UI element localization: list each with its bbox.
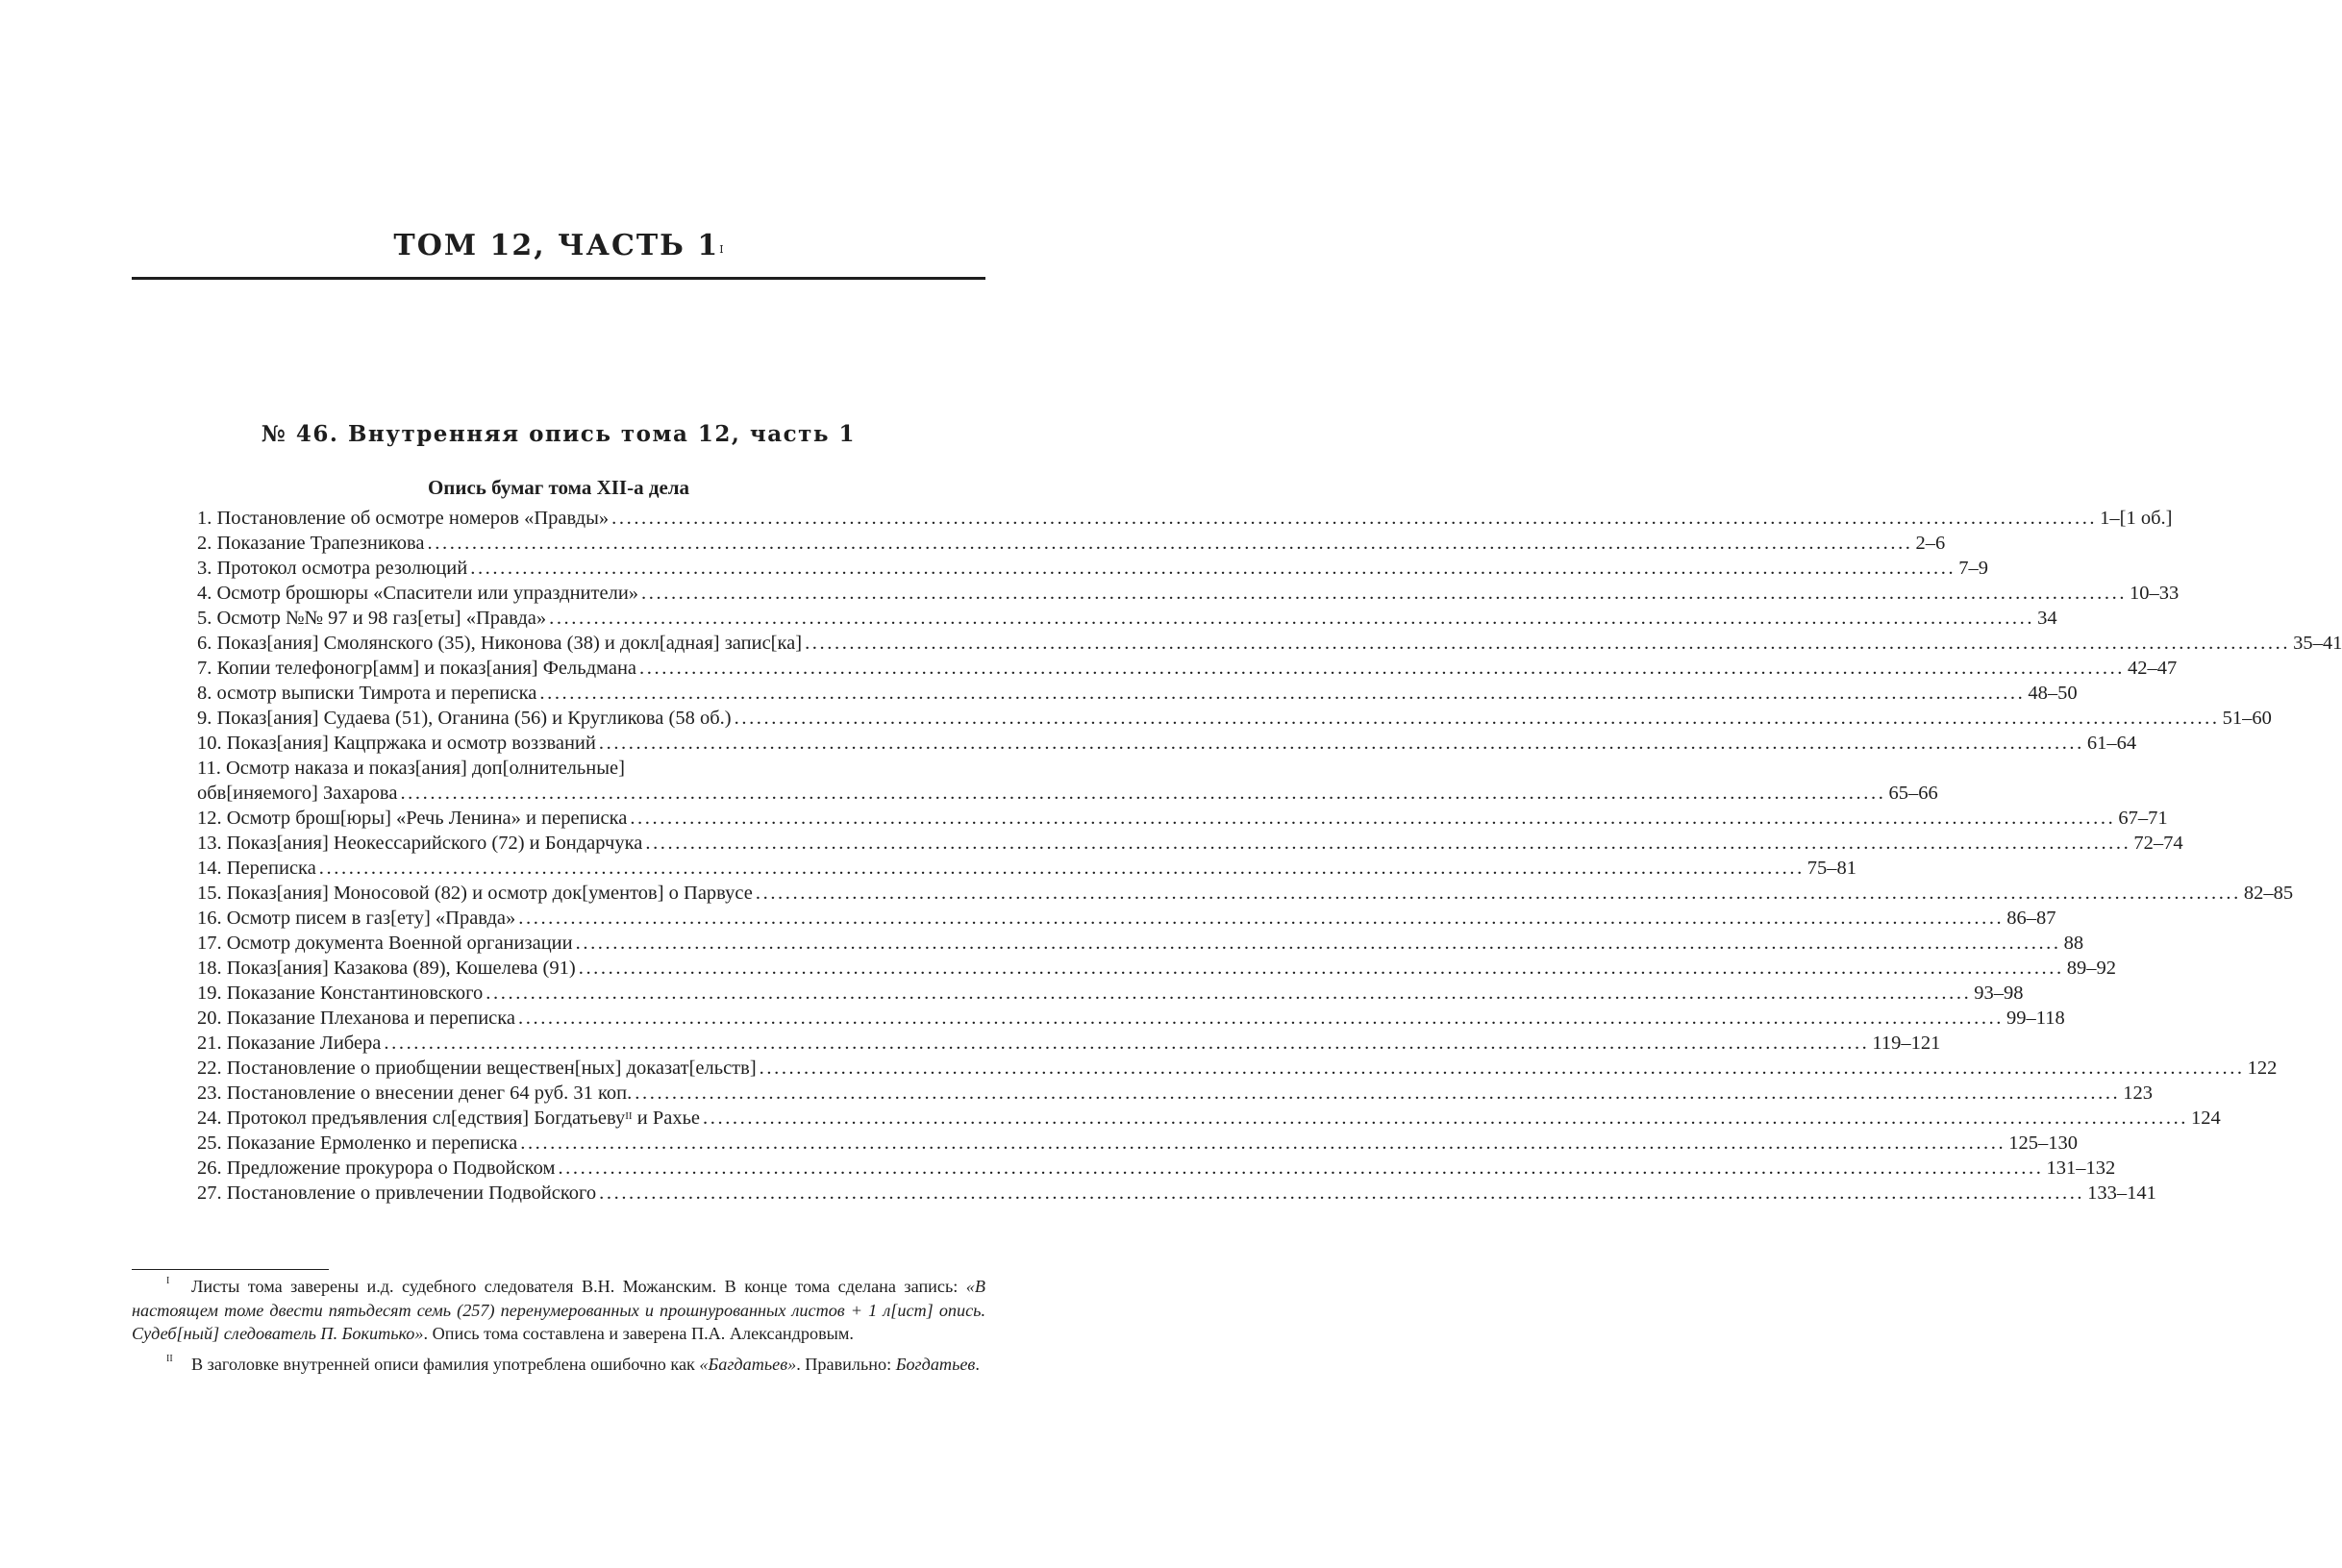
toc-item-text: 6. Показ[ания] Смолянского (35), Никонова (38) и докл[адная] запис[ка]	[197, 633, 803, 654]
toc-item-first-line	[197, 756, 980, 781]
footnote-rule	[132, 1269, 329, 1270]
toc-item-text: 22. Постановление о приобщении веществен[ных] доказат[ельств]	[197, 1058, 757, 1079]
toc-item-pages: 34	[2037, 608, 2057, 629]
footnote-text: Листы тома заверены и.д. судебного следователя В.Н. Можанским. В конце тома сделана запись:	[191, 1277, 966, 1296]
toc-item-text: 9. Показ[ания] Судаева (51), Оганина (56) и Кругликова (58 об.)	[197, 708, 732, 729]
toc-item	[197, 656, 2178, 681]
toc-item	[197, 831, 2183, 856]
leader-dots: ........................................................................................................................................................................................................	[805, 633, 2291, 654]
toc-item	[197, 806, 2168, 831]
leader-dots: ........................................................................................................................................................................................................	[486, 983, 1972, 1004]
leader-dots: ........................................................................................................................................................................................................	[641, 583, 2128, 604]
toc-item-text: 8. осмотр выписки Тимрота и переписка	[197, 683, 537, 704]
toc-item-text: 14. Переписка	[197, 858, 316, 879]
footnote-text: . Опись тома составлена и заверена П.А. Александровым.	[423, 1324, 854, 1343]
leader-dots: ........................................................................................................................................................................................................	[520, 1132, 2006, 1154]
toc-item	[197, 1106, 2221, 1131]
toc-item-text: 27. Постановление о привлечении Подвойского	[197, 1182, 597, 1204]
toc-item	[197, 731, 2137, 756]
toc-item-text: 21. Показание Либера	[197, 1033, 382, 1054]
toc-item-pages: 125–130	[2008, 1132, 2078, 1154]
toc-item	[197, 1181, 2156, 1206]
toc-item-pages: 61–64	[2086, 733, 2137, 754]
toc-item-text	[197, 1106, 700, 1131]
leader-dots: ........................................................................................................................................................................................................	[703, 1108, 2189, 1129]
toc-item	[197, 531, 1946, 556]
footnote-quote: Богдатьев	[895, 1354, 976, 1374]
toc-item-pages: 48–50	[2028, 683, 2078, 704]
leader-dots: ........................................................................................................................................................................................................	[384, 1033, 1870, 1054]
toc-item	[197, 906, 2056, 931]
toc-item	[197, 606, 2057, 631]
toc-item-text: 7. Копии телефоногр[амм] и показ[ания] Фельдмана	[197, 658, 637, 679]
toc-item-pages: 42–47	[2128, 658, 2178, 679]
leader-dots: ........................................................................................................................................................................................................	[578, 958, 2064, 979]
toc-list	[197, 506, 2342, 1206]
toc-item-pages: 93–98	[1974, 983, 2024, 1004]
toc-item-text: 16. Осмотр писем в газ[ету] «Правда»	[197, 908, 516, 929]
title-footnote-mark: I	[719, 243, 724, 256]
toc-item	[197, 981, 2024, 1006]
toc-item-text: 15. Показ[ания] Моносовой (82) и осмотр док[ументов] о Парвусе	[197, 883, 753, 904]
toc-item-text: 12. Осмотр брош[юры] «Речь Ленина» и переписка	[197, 808, 628, 829]
toc-item	[197, 856, 1857, 881]
toc-item-text: 4. Осмотр брошюры «Спасители или упразднители»	[197, 583, 639, 604]
toc-item-pages: 89–92	[2066, 958, 2116, 979]
leader-dots: ........................................................................................................................................................................................................	[645, 833, 2131, 854]
footnotes	[132, 1275, 985, 1382]
leader-dots: ........................................................................................................................................................................................................	[635, 1083, 2121, 1104]
toc-item	[197, 881, 2294, 906]
toc-item	[197, 1031, 1941, 1056]
toc-item-text-main: 24. Протокол предъявления сл[едствия] Богдатьеву	[197, 1108, 626, 1129]
leader-dots: ........................................................................................................................................................................................................	[549, 608, 2035, 629]
document-heading: № 46. Внутренняя опись тома 12, часть 1	[261, 421, 857, 447]
toc-item-pages: 7–9	[1958, 558, 1988, 579]
toc-item-pages: 72–74	[2133, 833, 2183, 854]
toc-item-text: 19. Показание Константиновского	[197, 983, 484, 1004]
toc-item-text: 2. Показание Трапезникова	[197, 533, 425, 554]
leader-dots: ........................................................................................................................................................................................................	[427, 533, 1913, 554]
toc-item-pages: 67–71	[2118, 808, 2168, 829]
toc-item-pages: 51–60	[2222, 708, 2272, 729]
toc-item-pages: 75–81	[1806, 858, 1857, 879]
footnote-text: .	[975, 1354, 980, 1374]
footnote-ref-mark: II	[625, 1110, 633, 1122]
leader-dots: ........................................................................................................................................................................................................	[755, 883, 2241, 904]
title-rule	[132, 277, 985, 280]
toc-item-text: 3. Протокол осмотра резолюций	[197, 558, 468, 579]
toc-item-text: 5. Осмотр №№ 97 и 98 газ[еты] «Правда»	[197, 608, 547, 629]
leader-dots: ........................................................................................................................................................................................................	[318, 858, 1805, 879]
leader-dots: ........................................................................................................................................................................................................	[518, 908, 2005, 929]
toc-item	[197, 956, 2116, 981]
leader-dots: ........................................................................................................................................................................................................	[599, 1182, 2085, 1204]
leader-dots: ........................................................................................................................................................................................................	[611, 508, 2098, 529]
toc-item-pages: 119–121	[1872, 1033, 1941, 1054]
footnote-quote: «Багдатьев»	[699, 1354, 797, 1374]
footnote-text: . Правильно:	[796, 1354, 896, 1374]
leader-dots: ........................................................................................................................................................................................................	[630, 808, 2116, 829]
page-title	[132, 227, 985, 265]
toc-item-text-continued: обв[иняемого] Захарова	[197, 783, 398, 804]
toc-item-text: 17. Осмотр документа Военной организации	[197, 933, 573, 954]
toc-item	[197, 1131, 2078, 1156]
toc-item	[197, 581, 2180, 606]
toc-item-pages: 1–[1 об.]	[2100, 508, 2173, 529]
toc-item	[197, 1006, 2065, 1031]
leader-dots: ........................................................................................................................................................................................................	[470, 558, 1956, 579]
toc-item-pages: 88	[2063, 933, 2084, 954]
footnote-1	[132, 1275, 985, 1346]
toc-item-pages: 99–118	[2006, 1008, 2065, 1029]
page-title-text: ТОМ 12, ЧАСТЬ 1	[393, 229, 720, 262]
toc-item	[197, 556, 1988, 581]
toc-item-text: 11. Осмотр наказа и показ[ания] доп[олнительные]	[197, 758, 625, 779]
leader-dots: ........................................................................................................................................................................................................	[598, 733, 2084, 754]
footnote-mark: I	[166, 1276, 170, 1286]
toc-item-pages: 123	[2123, 1083, 2154, 1104]
leader-dots: ........................................................................................................................................................................................................	[734, 708, 2220, 729]
leader-dots: ........................................................................................................................................................................................................	[558, 1157, 2044, 1179]
toc-item-pages: 35–41	[2293, 633, 2342, 654]
toc-item-text: 26. Предложение прокурора о Подвойском	[197, 1157, 556, 1179]
toc-item-text: 18. Показ[ания] Казакова (89), Кошелева (91)	[197, 958, 576, 979]
toc-item-text: 10. Показ[ания] Кацпржака и осмотр воззваний	[197, 733, 596, 754]
list-heading: Опись бумаг тома XII-а дела	[427, 476, 690, 499]
toc-item-pages: 82–85	[2243, 883, 2294, 904]
toc-item-text: 13. Показ[ания] Неокессарийского (72) и Бондарчука	[197, 833, 643, 854]
toc-item-text: 25. Показание Ермоленко и переписка	[197, 1132, 518, 1154]
leader-dots: ........................................................................................................................................................................................................	[759, 1058, 2245, 1079]
toc-item	[197, 931, 2084, 956]
toc-item	[197, 631, 2342, 656]
toc-item-text: 1. Постановление об осмотре номеров «Правды»	[197, 508, 610, 529]
leader-dots: ........................................................................................................................................................................................................	[518, 1008, 2005, 1029]
toc-item-text: 20. Показание Плеханова и переписка	[197, 1008, 516, 1029]
toc-item	[197, 1156, 2116, 1181]
toc-item-pages: 65–66	[1888, 783, 1938, 804]
toc-item	[197, 506, 2173, 531]
toc-item-pages: 122	[2247, 1058, 2278, 1079]
toc-item-pages: 2–6	[1915, 533, 1946, 554]
toc-item	[197, 706, 2272, 731]
leader-dots: ........................................................................................................................................................................................................	[539, 683, 2026, 704]
leader-dots: ........................................................................................................................................................................................................	[575, 933, 2061, 954]
toc-item-pages: 86–87	[2006, 908, 2056, 929]
toc-item-continuation	[197, 781, 1938, 806]
footnote-text: В заголовке внутренней описи фамилия употреблена ошибочно как	[191, 1354, 700, 1374]
footnote-2	[132, 1353, 985, 1377]
toc-item-text: 23. Постановление о внесении денег 64 руб. 31 коп.	[197, 1083, 633, 1104]
toc-item-pages: 133–141	[2087, 1182, 2156, 1204]
toc-item-pages: 131–132	[2046, 1157, 2116, 1179]
toc-item-pages: 124	[2191, 1108, 2221, 1129]
footnote-mark: II	[166, 1353, 173, 1364]
footnote-quote: «В настоящем томе двести пятьдесят семь (257) перенумерованных и прошнурованных листов + 1 л[ист] опись. Судеб[ный] следователь П. Бокитько»	[132, 1277, 985, 1343]
toc-item	[197, 1081, 2154, 1106]
leader-dots: ........................................................................................................................................................................................................	[400, 783, 1886, 804]
toc-item-pages: 10–33	[2130, 583, 2180, 604]
leader-dots: ........................................................................................................................................................................................................	[639, 658, 2126, 679]
toc-item-text-after: и Рахье	[632, 1108, 701, 1129]
toc-item	[197, 1056, 2278, 1081]
toc-item	[197, 681, 2078, 706]
